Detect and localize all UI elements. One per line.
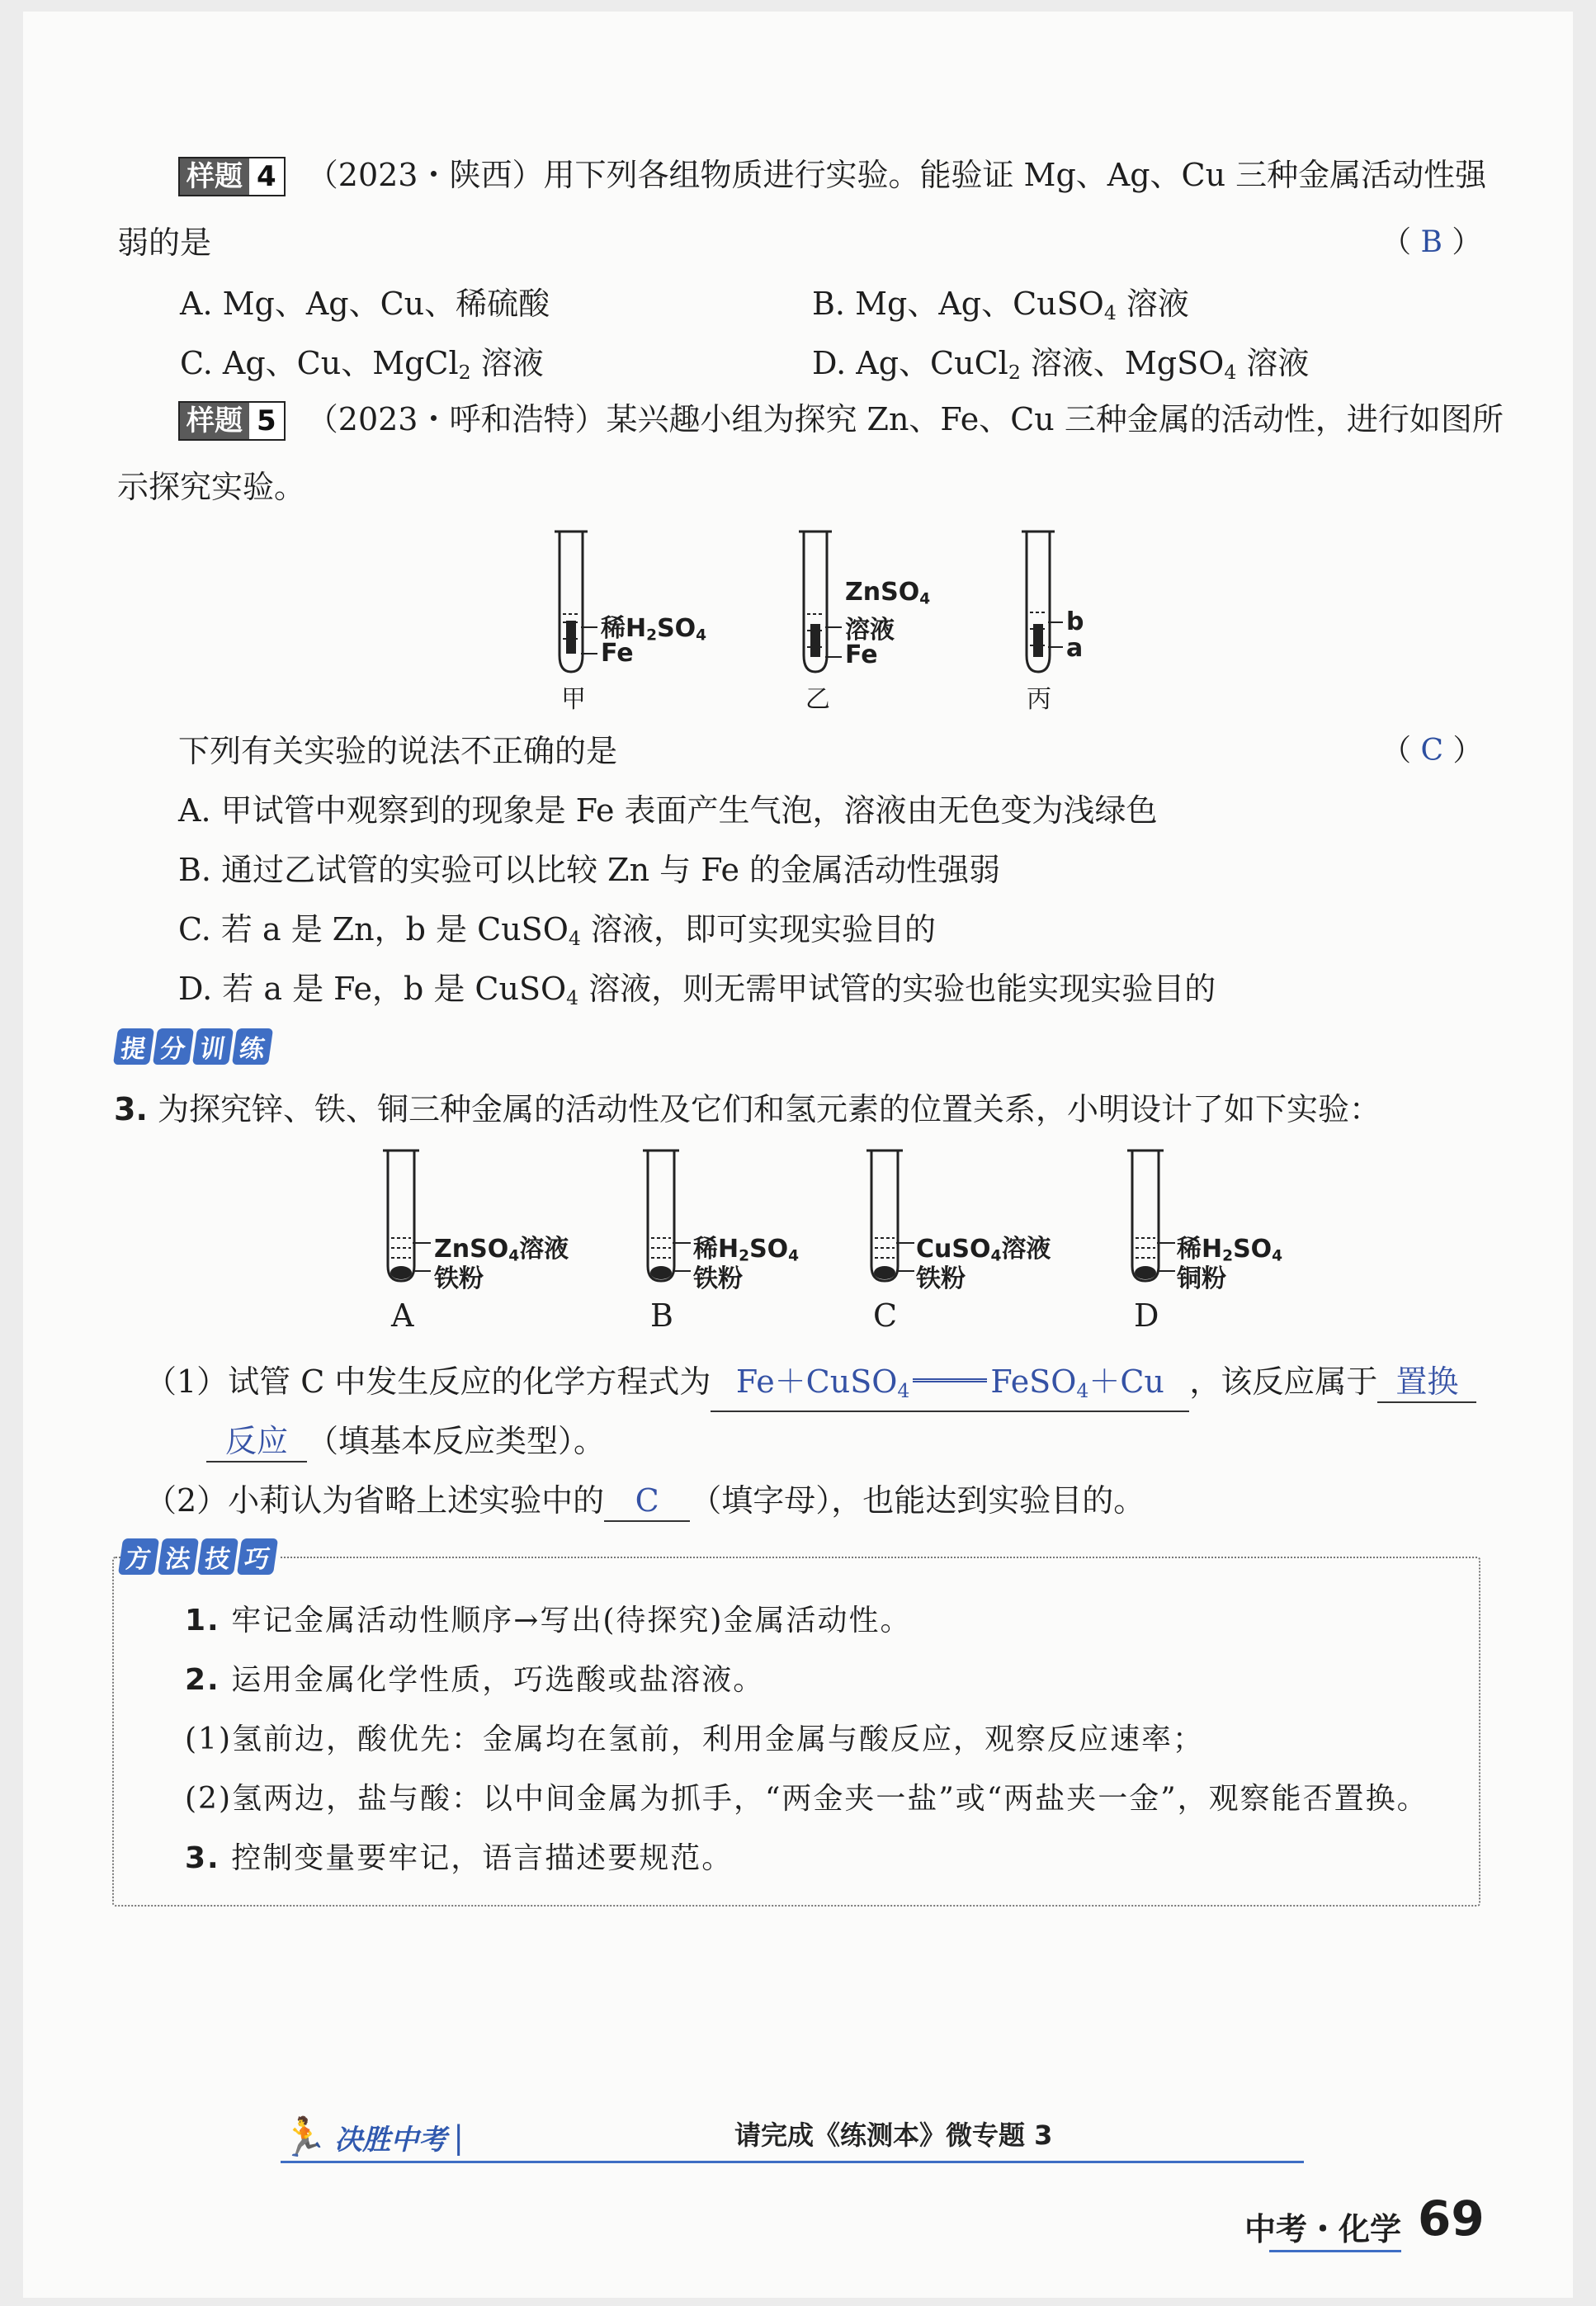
footer-brand: 🏃 决胜中考 | xyxy=(281,2115,465,2159)
tube-d-label-solution: 稀$H_2SO_4$ xyxy=(1177,1235,1283,1265)
tip-2-1: (1)氢前边，酸优先：金属均在氢前，利用金属与酸反应，观察反应速率； xyxy=(185,1722,1204,1756)
q4-line1 xyxy=(178,155,1486,196)
tube-jia-label-acid: 稀$H_2SO_4$ xyxy=(601,614,707,645)
tube-bing-caption: 丙 xyxy=(1027,685,1051,714)
tip-3: 3. 控制变量要牢记，语言描述要规范。 xyxy=(185,1841,734,1875)
tube-yi-label-znso4: ZnSO$_4$ xyxy=(845,578,931,608)
section-header-fangfa-jiqiao: 方 法 技 巧 xyxy=(120,1538,281,1575)
q4-line2: 弱的是 xyxy=(117,224,212,261)
q3-part1-reaction-type-answer-1: 置换 xyxy=(1377,1362,1476,1403)
tube-jia xyxy=(555,532,597,672)
footer-subject-underline xyxy=(1269,2250,1401,2252)
section-header-tifen-xunlian: 提 分 训 练 xyxy=(116,1028,271,1065)
q4-stem: （2023・陕西）用下列各组物质进行实验。能验证 Mg、Ag、Cu 三种金属活动性强 xyxy=(306,157,1487,193)
tube-a xyxy=(383,1151,431,1281)
q4-option-a: A. Mg、Ag、Cu、稀硫酸 xyxy=(180,286,550,322)
tip-1: 1. 牢记金属活动性顺序→写出(待探究)金属活动性。 xyxy=(185,1604,912,1637)
footer-note: 请完成《练测本》微专题 3 xyxy=(734,2119,1053,2151)
q5-line2: 示探究实验。 xyxy=(117,469,306,505)
equals-double-line xyxy=(913,1378,987,1382)
q5-option-d: D. 若 a 是 Fe，b 是 CuSO$_4$ 溶液，则无需甲试管的实验也能实现实验目的 xyxy=(178,971,1216,1009)
tip-2-2: (2)氢两边，盐与酸：以中间金属为抓手，“两金夹一盐”或“两盐夹一金”，观察能否置换。 xyxy=(185,1782,1428,1816)
q4-option-b: B. Mg、Ag、CuSO$_4$ 溶液 xyxy=(812,286,1189,324)
tube-yi-caption: 乙 xyxy=(805,685,830,714)
page-number: 69 xyxy=(1418,2190,1485,2247)
q3-stem: 3. 为探究锌、铁、铜三种金属的活动性及它们和氢元素的位置关系，小明设计了如下实验： xyxy=(114,1091,1381,1127)
tube-c-label-metal: 铁粉 xyxy=(916,1264,966,1293)
tube-jia-caption: 甲 xyxy=(561,685,586,714)
q3-part2: （2）小莉认为省略上述实验中的 C （填字母），也能达到实验目的。 xyxy=(145,1481,1145,1522)
tube-b-label-metal: 铁粉 xyxy=(693,1264,743,1293)
tube-b-label-solution: 稀$H_2SO_4$ xyxy=(693,1235,800,1265)
q5-stem2: 下列有关实验的说法不正确的是 xyxy=(178,733,618,769)
page xyxy=(23,12,1573,2298)
tube-a-label-solution: ZnSO$_4$溶液 xyxy=(434,1235,569,1265)
q3-part1-equation-answer: Fe＋CuSO$_4$ FeSO$_4$＋Cu xyxy=(711,1362,1189,1412)
runner-logo-icon: 🏃 xyxy=(281,2115,328,2159)
tip-2: 2. 运用金属化学性质，巧选酸或盐溶液。 xyxy=(185,1663,765,1697)
tube-yi xyxy=(799,532,842,672)
tube-b-caption: B xyxy=(650,1297,673,1334)
tube-d-caption: D xyxy=(1134,1297,1159,1334)
q3-part1-line2: 反应 （填基本反应类型）。 xyxy=(206,1421,605,1463)
tube-yi-label-fe: Fe xyxy=(845,640,878,669)
footer-rule xyxy=(281,2161,1304,2163)
q3-part2-answer: C xyxy=(604,1481,690,1522)
q5-option-a: A. 甲试管中观察到的现象是 Fe 表面产生气泡，溶液由无色变为浅绿色 xyxy=(178,792,1158,829)
q5-answer: （ C ） xyxy=(1381,734,1483,768)
q5-option-b: B. 通过乙试管的实验可以比较 Zn 与 Fe 的金属活动性强弱 xyxy=(178,852,1001,888)
footer-subject: 中考・化学 xyxy=(1244,2211,1402,2247)
tube-c-caption: C xyxy=(873,1297,898,1334)
tube-bing-label-a: a xyxy=(1066,634,1084,663)
tube-jia-label-fe: Fe xyxy=(601,639,634,668)
tube-a-caption: A xyxy=(391,1297,414,1334)
tube-d xyxy=(1127,1151,1175,1281)
q4-answer: （ B ） xyxy=(1381,225,1482,259)
tube-bing-label-b: b xyxy=(1066,607,1084,636)
tube-b xyxy=(643,1151,691,1281)
sample-question-tag: 样题 5 xyxy=(178,401,286,441)
tube-c-label-solution: CuSO$_4$溶液 xyxy=(916,1235,1051,1265)
q5-option-c: C. 若 a 是 Zn，b 是 CuSO$_4$ 溶液，即可实现实验目的 xyxy=(178,911,936,950)
q5-line1 xyxy=(178,399,1504,441)
tube-bing xyxy=(1022,532,1063,672)
tube-d-label-metal: 铜粉 xyxy=(1177,1264,1226,1293)
tube-a-label-metal: 铁粉 xyxy=(434,1264,484,1293)
q4-option-d: D. Ag、CuCl$_2$ 溶液、MgSO$_4$ 溶液 xyxy=(812,345,1310,384)
q3-part1-line1: （1）试管 C 中发生反应的化学方程式为 Fe＋CuSO$_4$ FeSO$_4$＋Cu ，该反应属于 置换 xyxy=(145,1362,1476,1412)
sample-question-tag: 样题 4 xyxy=(178,157,286,196)
q3-part1-reaction-type-answer-2: 反应 xyxy=(206,1421,307,1463)
q4-option-c: C. Ag、Cu、MgCl$_2$ 溶液 xyxy=(180,345,544,384)
tube-yi-label-solution: 溶液 xyxy=(845,616,895,645)
q5-stem: （2023・呼和浩特）某兴趣小组为探究 Zn、Fe、Cu 三种金属的活动性，进行如图所 xyxy=(306,401,1504,437)
tube-c xyxy=(866,1151,914,1281)
